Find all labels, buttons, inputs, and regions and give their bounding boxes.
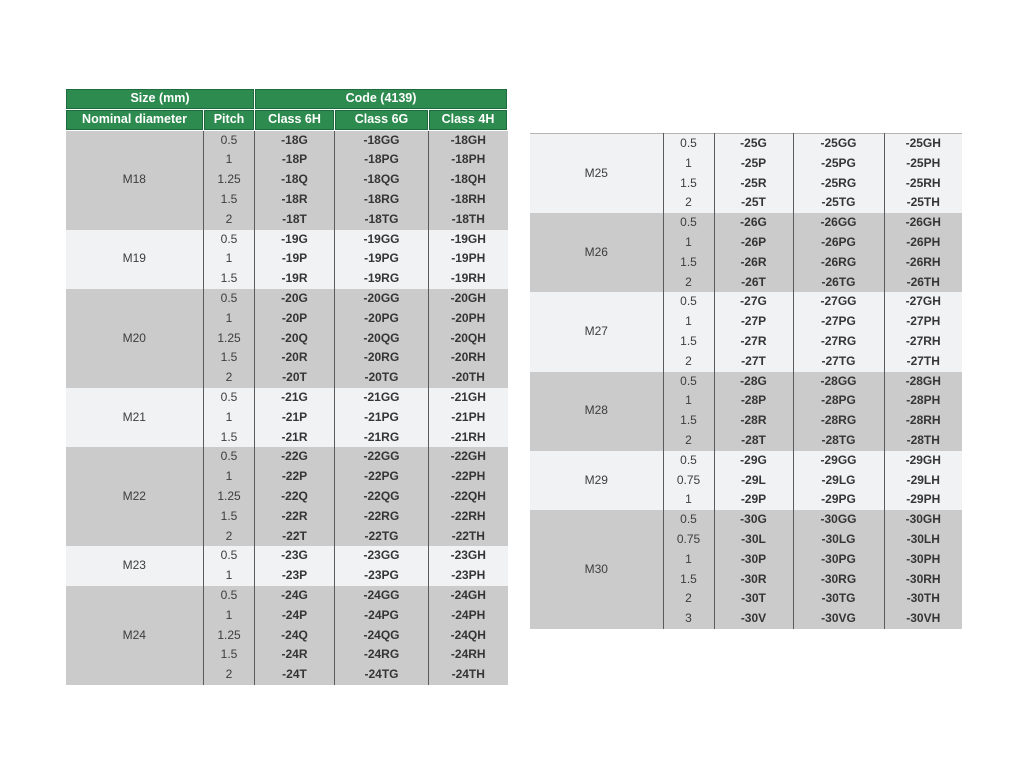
code-cell: -24TH bbox=[429, 665, 508, 685]
code-cell: -26PH bbox=[884, 233, 962, 253]
code-cell: -18PG bbox=[335, 150, 429, 170]
pitch-cell: 1.25 bbox=[204, 329, 255, 349]
code-cell: -27T bbox=[714, 352, 793, 372]
code-cell: -27GH bbox=[884, 292, 962, 312]
code-cell: -18GG bbox=[335, 130, 429, 150]
code-cell: -28RH bbox=[884, 411, 962, 431]
code-cell: -18G bbox=[255, 130, 335, 150]
code-cell: -20G bbox=[255, 289, 335, 309]
table-row bbox=[66, 447, 508, 467]
pitch-cell: 0.5 bbox=[204, 130, 255, 150]
pitch-cell: 0.5 bbox=[663, 134, 714, 154]
code-cell: -20GH bbox=[429, 289, 508, 309]
pitch-cell: 1 bbox=[204, 606, 255, 626]
code-cell: -21RG bbox=[335, 428, 429, 448]
table-row bbox=[66, 130, 508, 150]
pitch-cell: 2 bbox=[204, 527, 255, 547]
code-cell: -27G bbox=[714, 292, 793, 312]
code-cell: -18RG bbox=[335, 190, 429, 210]
code-cell: -29PG bbox=[793, 490, 884, 510]
pitch-cell: 1 bbox=[204, 467, 255, 487]
diameter-cell: M28 bbox=[530, 372, 663, 451]
right-table-body bbox=[530, 134, 962, 629]
code-cell: -19G bbox=[255, 230, 335, 250]
code-cell: -30GH bbox=[884, 510, 962, 530]
header-class-6h: Class 6H bbox=[255, 109, 335, 130]
code-cell: -25TH bbox=[884, 193, 962, 213]
code-cell: -22QG bbox=[335, 487, 429, 507]
diameter-cell: M25 bbox=[530, 134, 663, 214]
code-cell: -29G bbox=[714, 451, 793, 471]
code-cell: -21P bbox=[255, 408, 335, 428]
pitch-cell: 2 bbox=[204, 210, 255, 230]
code-cell: -27PG bbox=[793, 312, 884, 332]
pitch-cell: 1.5 bbox=[204, 428, 255, 448]
pitch-cell: 1 bbox=[663, 550, 714, 570]
code-cell: -18R bbox=[255, 190, 335, 210]
code-cell: -18QG bbox=[335, 170, 429, 190]
pitch-cell: 0.5 bbox=[204, 289, 255, 309]
diameter-cell: M18 bbox=[66, 130, 204, 229]
code-cell: -18GH bbox=[429, 130, 508, 150]
code-cell: -28PH bbox=[884, 391, 962, 411]
code-cell: -20QG bbox=[335, 329, 429, 349]
code-cell: -28TG bbox=[793, 431, 884, 451]
code-cell: -26RH bbox=[884, 253, 962, 273]
code-cell: -20RH bbox=[429, 348, 508, 368]
pitch-cell: 0.5 bbox=[204, 447, 255, 467]
code-cell: -28P bbox=[714, 391, 793, 411]
diameter-cell: M20 bbox=[66, 289, 204, 388]
code-cell: -30RG bbox=[793, 570, 884, 590]
code-cell: -22T bbox=[255, 527, 335, 547]
code-cell: -22P bbox=[255, 467, 335, 487]
diameter-cell: M29 bbox=[530, 451, 663, 510]
code-cell: -21RH bbox=[429, 428, 508, 448]
pitch-cell: 1 bbox=[663, 391, 714, 411]
code-cell: -26R bbox=[714, 253, 793, 273]
code-cell: -22PH bbox=[429, 467, 508, 487]
code-cell: -27RG bbox=[793, 332, 884, 352]
code-cell: -25P bbox=[714, 154, 793, 174]
code-cell: -30LG bbox=[793, 530, 884, 550]
table-row bbox=[530, 292, 962, 312]
code-cell: -24GG bbox=[335, 586, 429, 606]
code-cell: -23GH bbox=[429, 546, 508, 566]
code-cell: -22G bbox=[255, 447, 335, 467]
left-table-header bbox=[66, 89, 508, 131]
code-cell: -25R bbox=[714, 174, 793, 194]
pitch-cell: 0.5 bbox=[204, 546, 255, 566]
code-cell: -27RH bbox=[884, 332, 962, 352]
code-cell: -24Q bbox=[255, 626, 335, 646]
pitch-cell: 1.25 bbox=[204, 626, 255, 646]
code-cell: -29LH bbox=[884, 471, 962, 491]
diameter-cell: M23 bbox=[66, 546, 204, 586]
code-cell: -24T bbox=[255, 665, 335, 685]
code-cell: -28GH bbox=[884, 372, 962, 392]
code-cell: -25GH bbox=[884, 134, 962, 154]
code-cell: -25TG bbox=[793, 193, 884, 213]
table-row bbox=[66, 586, 508, 606]
code-cell: -29GH bbox=[884, 451, 962, 471]
code-cell: -29LG bbox=[793, 471, 884, 491]
table-row bbox=[66, 289, 508, 309]
code-cell: -30L bbox=[714, 530, 793, 550]
code-cell: -20GG bbox=[335, 289, 429, 309]
pitch-cell: 1 bbox=[663, 233, 714, 253]
code-cell: -23PG bbox=[335, 566, 429, 586]
code-cell: -24P bbox=[255, 606, 335, 626]
code-cell: -23GG bbox=[335, 546, 429, 566]
code-cell: -20PG bbox=[335, 309, 429, 329]
code-cell: -24RG bbox=[335, 645, 429, 665]
code-cell: -24PG bbox=[335, 606, 429, 626]
code-cell: -26PG bbox=[793, 233, 884, 253]
code-cell: -20Q bbox=[255, 329, 335, 349]
code-cell: -27PH bbox=[884, 312, 962, 332]
code-cell: -20R bbox=[255, 348, 335, 368]
pitch-cell: 1.5 bbox=[663, 174, 714, 194]
code-cell: -18RH bbox=[429, 190, 508, 210]
code-cell: -25PG bbox=[793, 154, 884, 174]
pitch-cell: 1.5 bbox=[663, 411, 714, 431]
pitch-cell: 1.5 bbox=[663, 570, 714, 590]
pitch-cell: 2 bbox=[663, 193, 714, 213]
code-cell: -19R bbox=[255, 269, 335, 289]
code-cell: -18Q bbox=[255, 170, 335, 190]
header-pitch: Pitch bbox=[204, 109, 255, 130]
pitch-cell: 2 bbox=[663, 352, 714, 372]
code-cell: -26P bbox=[714, 233, 793, 253]
code-cell: -24R bbox=[255, 645, 335, 665]
pitch-cell: 1.5 bbox=[204, 645, 255, 665]
pitch-cell: 1.5 bbox=[663, 332, 714, 352]
pitch-cell: 0.5 bbox=[663, 510, 714, 530]
code-cell: -28PG bbox=[793, 391, 884, 411]
code-cell: -22PG bbox=[335, 467, 429, 487]
code-cell: -20PH bbox=[429, 309, 508, 329]
code-cell: -22RH bbox=[429, 507, 508, 527]
code-cell: -25T bbox=[714, 193, 793, 213]
code-cell: -30PG bbox=[793, 550, 884, 570]
code-cell: -18PH bbox=[429, 150, 508, 170]
table-row bbox=[530, 372, 962, 392]
pitch-cell: 1.5 bbox=[204, 190, 255, 210]
code-cell: -30T bbox=[714, 589, 793, 609]
code-cell: -19RG bbox=[335, 269, 429, 289]
pitch-cell: 1 bbox=[204, 249, 255, 269]
code-cell: -18QH bbox=[429, 170, 508, 190]
code-cell: -26G bbox=[714, 213, 793, 233]
pitch-cell: 3 bbox=[663, 609, 714, 629]
code-cell: -27GG bbox=[793, 292, 884, 312]
code-cell: -20QH bbox=[429, 329, 508, 349]
code-cell: -24GH bbox=[429, 586, 508, 606]
pitch-cell: 1 bbox=[204, 150, 255, 170]
pitch-cell: 1.25 bbox=[204, 487, 255, 507]
code-cell: -19GH bbox=[429, 230, 508, 250]
code-cell: -18TH bbox=[429, 210, 508, 230]
table-row bbox=[530, 510, 962, 530]
code-cell: -23G bbox=[255, 546, 335, 566]
code-cell: -21PG bbox=[335, 408, 429, 428]
header-code-group: Code (4139) bbox=[255, 89, 508, 110]
table-row bbox=[66, 546, 508, 566]
pitch-cell: 1 bbox=[204, 309, 255, 329]
code-cell: -26GG bbox=[793, 213, 884, 233]
code-cell: -26GH bbox=[884, 213, 962, 233]
code-cell: -27TH bbox=[884, 352, 962, 372]
pitch-cell: 1 bbox=[663, 490, 714, 510]
pitch-cell: 0.5 bbox=[663, 451, 714, 471]
code-cell: -24TG bbox=[335, 665, 429, 685]
code-cell: -19PG bbox=[335, 249, 429, 269]
code-cell: -27P bbox=[714, 312, 793, 332]
code-cell: -26T bbox=[714, 273, 793, 293]
code-cell: -22GG bbox=[335, 447, 429, 467]
code-cell: -26RG bbox=[793, 253, 884, 273]
pitch-cell: 1.5 bbox=[204, 269, 255, 289]
pitch-cell: 2 bbox=[204, 665, 255, 685]
code-cell: -22TG bbox=[335, 527, 429, 547]
code-cell: -22Q bbox=[255, 487, 335, 507]
code-cell: -30TH bbox=[884, 589, 962, 609]
diameter-cell: M27 bbox=[530, 292, 663, 371]
pitch-cell: 1.5 bbox=[204, 348, 255, 368]
code-cell: -28RG bbox=[793, 411, 884, 431]
table-row bbox=[66, 230, 508, 250]
code-cell: -25RG bbox=[793, 174, 884, 194]
code-cell: -24QH bbox=[429, 626, 508, 646]
code-cell: -28GG bbox=[793, 372, 884, 392]
code-cell: -23PH bbox=[429, 566, 508, 586]
code-cell: -26TG bbox=[793, 273, 884, 293]
code-cell: -30V bbox=[714, 609, 793, 629]
code-cell: -28T bbox=[714, 431, 793, 451]
code-cell: -25PH bbox=[884, 154, 962, 174]
code-cell: -28TH bbox=[884, 431, 962, 451]
code-cell: -24PH bbox=[429, 606, 508, 626]
code-cell: -25G bbox=[714, 134, 793, 154]
table-row bbox=[530, 451, 962, 471]
diameter-cell: M19 bbox=[66, 230, 204, 289]
code-cell: -22TH bbox=[429, 527, 508, 547]
thread-code-table-m18-m24 bbox=[65, 88, 508, 685]
code-cell: -19GG bbox=[335, 230, 429, 250]
header-group-row bbox=[66, 89, 508, 110]
code-cell: -22QH bbox=[429, 487, 508, 507]
header-class-6g: Class 6G bbox=[335, 109, 429, 130]
table-row bbox=[530, 134, 962, 154]
code-cell: -30P bbox=[714, 550, 793, 570]
header-size-group: Size (mm) bbox=[66, 89, 255, 110]
pitch-cell: 1.5 bbox=[204, 507, 255, 527]
pitch-cell: 0.5 bbox=[663, 213, 714, 233]
diameter-cell: M21 bbox=[66, 388, 204, 447]
code-cell: -20TG bbox=[335, 368, 429, 388]
code-cell: -30G bbox=[714, 510, 793, 530]
code-cell: -30LH bbox=[884, 530, 962, 550]
code-cell: -21G bbox=[255, 388, 335, 408]
code-cell: -30RH bbox=[884, 570, 962, 590]
thread-code-table-m25-m30 bbox=[530, 133, 962, 629]
code-cell: -29L bbox=[714, 471, 793, 491]
pitch-cell: 0.5 bbox=[204, 388, 255, 408]
left-table-body bbox=[66, 130, 508, 685]
left-table bbox=[65, 88, 508, 685]
code-cell: -30TG bbox=[793, 589, 884, 609]
table-row bbox=[530, 213, 962, 233]
code-cell: -20TH bbox=[429, 368, 508, 388]
code-cell: -24G bbox=[255, 586, 335, 606]
code-cell: -29PH bbox=[884, 490, 962, 510]
code-cell: -22GH bbox=[429, 447, 508, 467]
pitch-cell: 0.75 bbox=[663, 530, 714, 550]
pitch-cell: 0.5 bbox=[204, 230, 255, 250]
code-cell: -27TG bbox=[793, 352, 884, 372]
pitch-cell: 1 bbox=[663, 154, 714, 174]
diameter-cell: M22 bbox=[66, 447, 204, 546]
code-cell: -29GG bbox=[793, 451, 884, 471]
code-cell: -29P bbox=[714, 490, 793, 510]
pitch-cell: 2 bbox=[204, 368, 255, 388]
pitch-cell: 0.75 bbox=[663, 471, 714, 491]
code-cell: -24QG bbox=[335, 626, 429, 646]
code-cell: -22R bbox=[255, 507, 335, 527]
code-cell: -25RH bbox=[884, 174, 962, 194]
code-cell: -21GG bbox=[335, 388, 429, 408]
diameter-cell: M30 bbox=[530, 510, 663, 629]
pitch-cell: 0.5 bbox=[204, 586, 255, 606]
pitch-cell: 0.5 bbox=[663, 372, 714, 392]
code-cell: -26TH bbox=[884, 273, 962, 293]
pitch-cell: 2 bbox=[663, 431, 714, 451]
code-cell: -19PH bbox=[429, 249, 508, 269]
pitch-cell: 1.5 bbox=[663, 253, 714, 273]
code-cell: -25GG bbox=[793, 134, 884, 154]
pitch-cell: 1 bbox=[204, 408, 255, 428]
code-cell: -19RH bbox=[429, 269, 508, 289]
code-cell: -21GH bbox=[429, 388, 508, 408]
table-row bbox=[66, 388, 508, 408]
code-cell: -20RG bbox=[335, 348, 429, 368]
pitch-cell: 0.5 bbox=[663, 292, 714, 312]
pitch-cell: 1 bbox=[204, 566, 255, 586]
code-cell: -18P bbox=[255, 150, 335, 170]
code-cell: -30VG bbox=[793, 609, 884, 629]
header-class-4h: Class 4H bbox=[429, 109, 508, 130]
code-cell: -30GG bbox=[793, 510, 884, 530]
pitch-cell: 1 bbox=[663, 312, 714, 332]
code-cell: -18TG bbox=[335, 210, 429, 230]
code-cell: -21R bbox=[255, 428, 335, 448]
pitch-cell: 2 bbox=[663, 589, 714, 609]
code-cell: -19P bbox=[255, 249, 335, 269]
code-cell: -28G bbox=[714, 372, 793, 392]
pitch-cell: 1.25 bbox=[204, 170, 255, 190]
pitch-cell: 2 bbox=[663, 273, 714, 293]
code-cell: -30PH bbox=[884, 550, 962, 570]
header-columns-row bbox=[66, 109, 508, 130]
code-cell: -24RH bbox=[429, 645, 508, 665]
code-cell: -23P bbox=[255, 566, 335, 586]
code-cell: -18T bbox=[255, 210, 335, 230]
header-nominal-diameter: Nominal diameter bbox=[66, 109, 204, 130]
code-cell: -20T bbox=[255, 368, 335, 388]
diameter-cell: M24 bbox=[66, 586, 204, 685]
diameter-cell: M26 bbox=[530, 213, 663, 292]
code-cell: -21PH bbox=[429, 408, 508, 428]
code-cell: -22RG bbox=[335, 507, 429, 527]
code-cell: -30R bbox=[714, 570, 793, 590]
code-cell: -28R bbox=[714, 411, 793, 431]
code-cell: -30VH bbox=[884, 609, 962, 629]
code-cell: -20P bbox=[255, 309, 335, 329]
code-cell: -27R bbox=[714, 332, 793, 352]
right-table bbox=[530, 133, 962, 629]
